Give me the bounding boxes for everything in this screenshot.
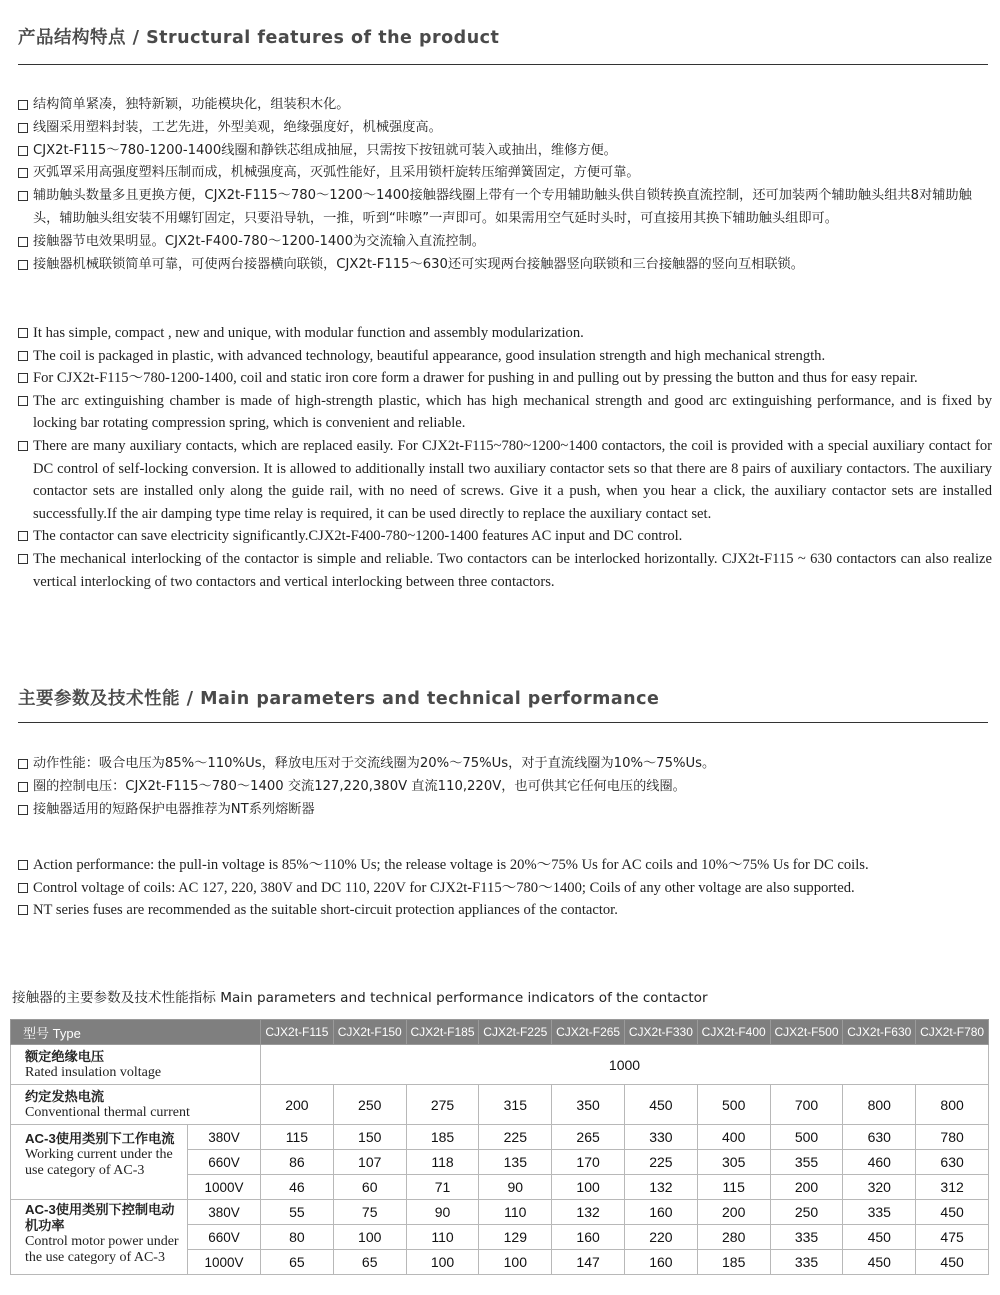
- table-cell: 280: [697, 1225, 770, 1250]
- table-cell: 320: [843, 1175, 916, 1200]
- table-cell: 110: [406, 1225, 479, 1250]
- table-cell: 780: [916, 1125, 989, 1150]
- table-cell: 335: [843, 1200, 916, 1225]
- row-header-thermal: [11, 1085, 261, 1125]
- table-cell: 147: [552, 1250, 625, 1275]
- table-cell: 305: [697, 1150, 770, 1175]
- table-cell: 60: [333, 1175, 406, 1200]
- table-row-working-380v: [11, 1125, 989, 1150]
- table-cell: 55: [261, 1200, 334, 1225]
- table-cell: 800: [843, 1085, 916, 1125]
- row-label-cn: AC-3使用类别下工作电流: [25, 1131, 175, 1146]
- table-cell: 355: [770, 1150, 843, 1175]
- model-header: CJX2t-F150: [333, 1020, 406, 1045]
- table-cell: 460: [843, 1150, 916, 1175]
- list-item: The mechanical interlocking of the contactor is simple and reliable. Two contactors can be interlocked horizontally. CJX2t-F115 ~ 630 contactors can also realize vertical interlocking of two contactors and vertical interlocking between three contactors.: [16, 548, 992, 593]
- table-cell: 135: [479, 1150, 552, 1175]
- voltage-cell: 660V: [188, 1150, 261, 1175]
- section-title-structural-features: 产品结构特点 / Structural features of the product: [18, 28, 500, 48]
- table-cell: 1000: [261, 1045, 989, 1085]
- table-cell: 132: [625, 1175, 698, 1200]
- type-header: 型号 Type: [11, 1020, 261, 1045]
- table-cell: 450: [625, 1085, 698, 1125]
- row-label-cn: 额定绝缘电压: [25, 1049, 105, 1064]
- row-header-insulation: [11, 1045, 261, 1085]
- model-header: CJX2t-F400: [697, 1020, 770, 1045]
- table-cell: 335: [770, 1225, 843, 1250]
- table-header-row: [11, 1020, 989, 1045]
- row-label-cn: 约定发热电流: [25, 1089, 105, 1104]
- model-header: CJX2t-F630: [843, 1020, 916, 1045]
- table-cell: 500: [697, 1085, 770, 1125]
- table-cell: 71: [406, 1175, 479, 1200]
- table-cell: 630: [843, 1125, 916, 1150]
- table-cell: 160: [552, 1225, 625, 1250]
- table-cell: 115: [261, 1125, 334, 1150]
- list-item: NT series fuses are recommended as the suitable short-circuit protection appliances of the contactor.: [16, 899, 992, 922]
- table-cell: 400: [697, 1125, 770, 1150]
- table-cell: 160: [625, 1250, 698, 1275]
- list-item: The arc extinguishing chamber is made of high-strength plastic, which has high mechanical strength and good arc extinguishing performance, and is fixed by locking bar rotating compression spring, which is convenient and reliable.: [16, 390, 992, 435]
- row-label-en: Conventional thermal current: [25, 1105, 190, 1120]
- table-cell: 700: [770, 1085, 843, 1125]
- list-item: For CJX2t-F115～780-1200-1400, coil and static iron core form a drawer for pushing in and pulling out by pressing the button and thus for easy repair.: [16, 367, 992, 390]
- table-row-insulation: [11, 1045, 989, 1085]
- parameters-table: [10, 1019, 989, 1275]
- structural-features-en-list: [16, 322, 992, 593]
- table-cell: 200: [261, 1085, 334, 1125]
- table-cell: 250: [333, 1085, 406, 1125]
- voltage-cell: 660V: [188, 1225, 261, 1250]
- list-item: Control voltage of coils: AC 127, 220, 380V and DC 110, 220V for CJX2t-F115～780～1400; Coils of any other voltage are also supported.: [16, 877, 992, 900]
- table-cell: 630: [916, 1150, 989, 1175]
- row-label-cn: AC-3使用类别下控制电动机功率: [25, 1202, 175, 1233]
- list-item: 接触器节电效果明显。CJX2t-F400-780～1200-1400为交流输入直流控制。: [16, 231, 992, 254]
- list-item: 线圈采用塑料封装，工艺先进，外型美观，绝缘强度好，机械强度高。: [16, 117, 992, 140]
- list-item: 辅助触头数量多且更换方便，CJX2t-F115～780～1200～1400接触器线圈上带有一个专用辅助触头供自锁转换直流控制，还可加装两个辅助触头组共8对辅助触头，辅助触头组安装不用螺钉固定，只要沿导轨，一推，听到“咔嚓”一声即可。如果需用空气延时头时，可直接用其换下辅助触头组即可。: [16, 185, 992, 231]
- table-cell: 170: [552, 1150, 625, 1175]
- table-cell: 90: [479, 1175, 552, 1200]
- table-cell: 500: [770, 1125, 843, 1150]
- list-item: Action performance: the pull-in voltage is 85%～110% Us; the release voltage is 20%～75% Us for AC coils and 10%～75% Us for DC coils.: [16, 854, 992, 877]
- table-cell: 185: [406, 1125, 479, 1150]
- model-header: CJX2t-F115: [261, 1020, 334, 1045]
- table-cell: 46: [261, 1175, 334, 1200]
- table-cell: 160: [625, 1200, 698, 1225]
- table-cell: 225: [625, 1150, 698, 1175]
- table-cell: 80: [261, 1225, 334, 1250]
- structural-features-cn-list: [16, 94, 992, 276]
- table-cell: 75: [333, 1200, 406, 1225]
- voltage-cell: 380V: [188, 1200, 261, 1225]
- table-cell: 150: [333, 1125, 406, 1150]
- table-cell: 265: [552, 1125, 625, 1150]
- table-cell: 250: [770, 1200, 843, 1225]
- list-item: 动作性能：吸合电压为85%～110%Us，释放电压对于交流线圈为20%～75%Us，对于直流线圈为10%～75%Us。: [16, 753, 992, 776]
- model-header: CJX2t-F265: [552, 1020, 625, 1045]
- table-cell: 475: [916, 1225, 989, 1250]
- table-cell: 800: [916, 1085, 989, 1125]
- table-cell: 100: [406, 1250, 479, 1275]
- table-cell: 90: [406, 1200, 479, 1225]
- table-cell: 110: [479, 1200, 552, 1225]
- section-divider: [18, 722, 988, 723]
- table-cell: 129: [479, 1225, 552, 1250]
- table-cell: 118: [406, 1150, 479, 1175]
- table-cell: 100: [333, 1225, 406, 1250]
- table-cell: 107: [333, 1150, 406, 1175]
- list-item: 结构简单紧凑，独特新颖，功能模块化，组装积木化。: [16, 94, 992, 117]
- table-cell: 115: [697, 1175, 770, 1200]
- table-cell: 350: [552, 1085, 625, 1125]
- list-item: 接触器机械联锁简单可靠，可使两台接器横向联锁，CJX2t-F115～630还可实现两台接触器竖向联锁和三台接触器的竖向互相联锁。: [16, 254, 992, 277]
- table-cell: 65: [261, 1250, 334, 1275]
- row-label-en: Rated insulation voltage: [25, 1065, 162, 1080]
- table-cell: 450: [843, 1225, 916, 1250]
- voltage-cell: 1000V: [188, 1175, 261, 1200]
- list-item: CJX2t-F115～780-1200-1400线圈和静铁芯组成抽屉，只需按下按钮就可装入或抽出，维修方便。: [16, 140, 992, 163]
- list-item: There are many auxiliary contacts, which are replaced easily. For CJX2t-F115~780~1200~1400 contactors, the coil is provided with a special auxiliary contact for DC control of self-locking conversion. It is allowed to additionally install two auxiliary contactor sets so that there are 8 pairs of auxiliary contactors. The auxiliary contactor sets are installed only along the guide rail, with no need of screws. Give it a push, when you hear a click, the auxiliary contactor sets are installed successfully.If the air damping type time relay is required, it can be used directly to replace the auxiliary contact set.: [16, 435, 992, 525]
- table-cell: 275: [406, 1085, 479, 1125]
- table-cell: 450: [843, 1250, 916, 1275]
- section-divider: [18, 64, 988, 65]
- model-header: CJX2t-F330: [625, 1020, 698, 1045]
- table-cell: 100: [479, 1250, 552, 1275]
- table-cell: 200: [770, 1175, 843, 1200]
- main-parameters-cn-list: [16, 753, 992, 821]
- row-header-working-current: [11, 1125, 188, 1200]
- voltage-cell: 380V: [188, 1125, 261, 1150]
- table-cell: 200: [697, 1200, 770, 1225]
- model-header: CJX2t-F780: [916, 1020, 989, 1045]
- model-header: CJX2t-F225: [479, 1020, 552, 1045]
- table-cell: 65: [333, 1250, 406, 1275]
- row-label-en: Working current under the use category of AC-3: [25, 1147, 173, 1178]
- table-cell: 220: [625, 1225, 698, 1250]
- list-item: The coil is packaged in plastic, with advanced technology, beautiful appearance, good insulation strength and high mechanical strength.: [16, 345, 992, 368]
- model-header: CJX2t-F185: [406, 1020, 479, 1045]
- table-cell: 450: [916, 1250, 989, 1275]
- model-header: CJX2t-F500: [770, 1020, 843, 1045]
- table-cell: 225: [479, 1125, 552, 1150]
- table-cell: 450: [916, 1200, 989, 1225]
- table-caption: 接触器的主要参数及技术性能指标 Main parameters and technical performance indicators of the contactor: [12, 990, 708, 1006]
- table-row-thermal: [11, 1085, 989, 1125]
- row-label-en: Control motor power under the use category of AC-3: [25, 1234, 179, 1265]
- table-cell: 335: [770, 1250, 843, 1275]
- row-header-motor-power: [11, 1200, 188, 1275]
- list-item: It has simple, compact , new and unique, with modular function and assembly modularization.: [16, 322, 992, 345]
- table-cell: 312: [916, 1175, 989, 1200]
- table-cell: 86: [261, 1150, 334, 1175]
- table-row-power-380v: [11, 1200, 989, 1225]
- table-cell: 330: [625, 1125, 698, 1150]
- list-item: 灭弧罩采用高强度塑料压制而成，机械强度高，灭弧性能好，且采用锁杆旋转压缩弹簧固定，方便可靠。: [16, 162, 992, 185]
- table-cell: 185: [697, 1250, 770, 1275]
- list-item: 接触器适用的短路保护电器推荐为NT系列熔断器: [16, 799, 992, 822]
- table-cell: 100: [552, 1175, 625, 1200]
- voltage-cell: 1000V: [188, 1250, 261, 1275]
- list-item: The contactor can save electricity significantly.CJX2t-F400-780~1200-1400 features AC input and DC control.: [16, 525, 992, 548]
- section-title-main-parameters: 主要参数及技术性能 / Main parameters and technical performance: [18, 689, 660, 709]
- table-cell: 132: [552, 1200, 625, 1225]
- table-cell: 315: [479, 1085, 552, 1125]
- main-parameters-en-list: [16, 854, 992, 922]
- list-item: 圈的控制电压：CJX2t-F115～780～1400 交流127,220,380V 直流110,220V，也可供其它任何电压的线圈。: [16, 776, 992, 799]
